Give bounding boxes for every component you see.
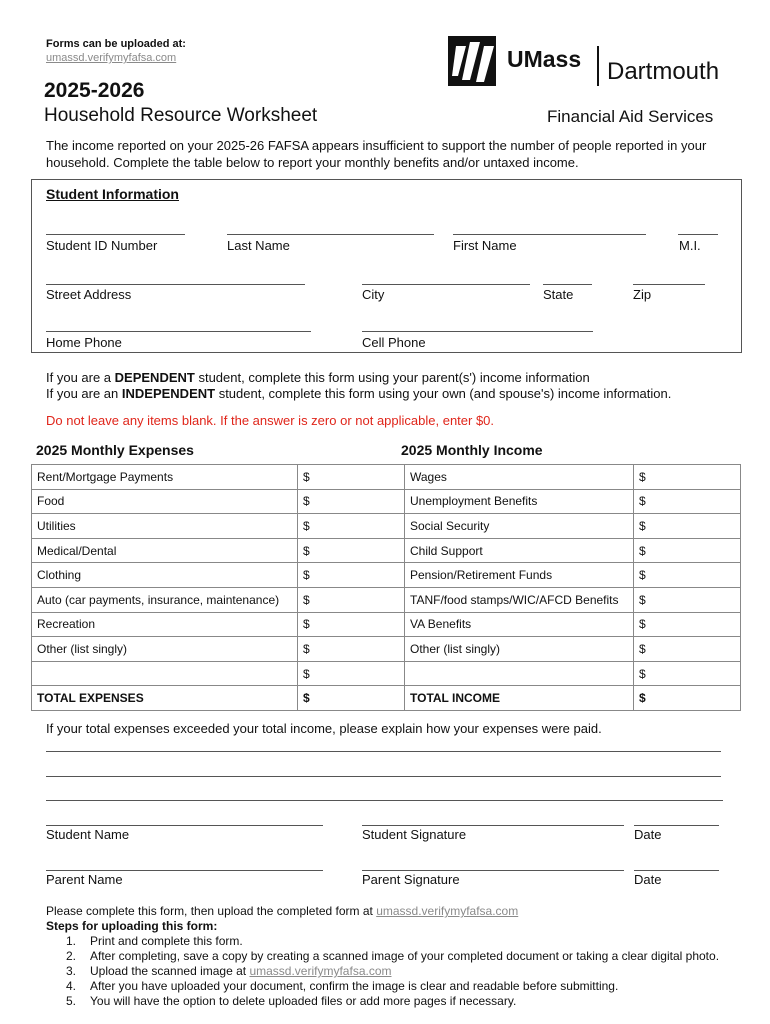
- home-phone-label: Home Phone: [46, 335, 122, 350]
- last-name-label: Last Name: [227, 238, 290, 253]
- city-line[interactable]: [362, 284, 530, 285]
- expense-label: Auto (car payments, insurance, maintenance): [32, 587, 298, 612]
- street-line[interactable]: [46, 284, 305, 285]
- explain-line-3[interactable]: [46, 800, 723, 801]
- explain-line-1[interactable]: [46, 751, 721, 752]
- expenses-heading: 2025 Monthly Expenses: [36, 442, 194, 458]
- table-row: [32, 489, 741, 514]
- student-id-line[interactable]: [46, 234, 185, 235]
- income-label: TOTAL INCOME: [405, 686, 634, 711]
- city-label: City: [362, 287, 385, 302]
- income-label: Child Support: [405, 538, 634, 563]
- step-item: [66, 979, 719, 994]
- student-name-label: Student Name: [46, 827, 130, 842]
- step-text: Upload the scanned image at: [90, 964, 250, 978]
- zip-label: Zip: [633, 287, 652, 302]
- income-amount-field[interactable]: $: [634, 514, 741, 539]
- form-title: Household Resource Worksheet: [44, 105, 318, 126]
- student-name-line[interactable]: [46, 825, 323, 826]
- expense-label: TOTAL EXPENSES: [32, 686, 298, 711]
- income-amount-field[interactable]: $: [634, 637, 741, 662]
- expense-amount-field[interactable]: $: [298, 686, 405, 711]
- umass-logo-icon: [448, 36, 496, 86]
- expense-label: Food: [32, 489, 298, 514]
- step-number: 2.: [66, 949, 77, 963]
- step-item: [66, 949, 719, 964]
- cell-phone-label: Cell Phone: [362, 335, 426, 350]
- income-label: Unemployment Benefits: [405, 489, 634, 514]
- complete-instruction: Please complete this form, then upload the completed form at umassd.verifymyfafsa.com: [46, 904, 519, 918]
- income-label: Wages: [405, 465, 634, 490]
- explain-line-2[interactable]: [46, 776, 721, 777]
- income-label: Pension/Retirement Funds: [405, 563, 634, 588]
- dependent-instruction: If you are a DEPENDENT student, complete this form using your parent(s') income information: [46, 370, 590, 385]
- expense-amount-field[interactable]: $: [298, 489, 405, 514]
- income-amount-field[interactable]: $: [634, 686, 741, 711]
- table-row: [32, 637, 741, 662]
- steps-heading: Steps for uploading this form:: [46, 919, 218, 933]
- expense-label: [32, 661, 298, 686]
- step-number: 1.: [66, 934, 77, 948]
- logo-campus: Dartmouth: [607, 58, 720, 85]
- state-label: State: [543, 287, 574, 302]
- income-amount-field[interactable]: $: [634, 661, 741, 686]
- step-number: 5.: [66, 994, 77, 1008]
- street-label: Street Address: [46, 287, 132, 302]
- department-name: Financial Aid Services: [547, 107, 714, 126]
- expense-label: Medical/Dental: [32, 538, 298, 563]
- form-year: 2025-2026: [44, 79, 145, 102]
- income-label: TANF/food stamps/WIC/AFCD Benefits: [405, 587, 634, 612]
- student-info-box: [31, 179, 742, 353]
- income-label: Social Security: [405, 514, 634, 539]
- income-amount-field[interactable]: $: [634, 563, 741, 588]
- parent-signature-line[interactable]: [362, 870, 624, 871]
- intro-text: The income reported on your 2025-26 FAFSA appears insufficient to support the number of people reported in your household. Complete the table below to report your monthly benefits and/or untaxed income.: [46, 138, 707, 170]
- expense-label: Utilities: [32, 514, 298, 539]
- income-label: [405, 661, 634, 686]
- expense-label: Recreation: [32, 612, 298, 637]
- last-name-line[interactable]: [227, 234, 434, 235]
- income-amount-field[interactable]: $: [634, 612, 741, 637]
- mi-label: M.I.: [679, 238, 701, 253]
- parent-name-line[interactable]: [46, 870, 323, 871]
- expense-label: Clothing: [32, 563, 298, 588]
- explain-prompt: If your total expenses exceeded your total income, please explain how your expenses were paid.: [46, 721, 602, 736]
- table-row: [32, 538, 741, 563]
- expense-amount-field[interactable]: $: [298, 538, 405, 563]
- warning-text: Do not leave any items blank. If the answer is zero or not applicable, enter $0.: [46, 413, 495, 428]
- income-amount-field[interactable]: $: [634, 538, 741, 563]
- expense-amount-field[interactable]: $: [298, 661, 405, 686]
- income-amount-field[interactable]: $: [634, 587, 741, 612]
- first-name-line[interactable]: [453, 234, 646, 235]
- student-signature-label: Student Signature: [362, 827, 467, 842]
- parent-name-label: Parent Name: [46, 872, 123, 887]
- step-text: Print and complete this form.: [90, 934, 243, 948]
- table-row: [32, 514, 741, 539]
- logo-brand: UMass: [507, 46, 582, 72]
- step-item: [66, 964, 719, 979]
- steps-list: [66, 934, 719, 1009]
- table-row: [32, 465, 741, 490]
- step-text: After completing, save a copy by creating a scanned image of your completed document or taking a clear digital photo.: [90, 949, 720, 963]
- income-label: Other (list singly): [405, 637, 634, 662]
- income-label: VA Benefits: [405, 612, 634, 637]
- expense-amount-field[interactable]: $: [298, 637, 405, 662]
- student-info-heading: Student Information: [46, 186, 179, 202]
- parent-signature-label: Parent Signature: [362, 872, 460, 887]
- expense-amount-field[interactable]: $: [298, 465, 405, 490]
- cell-phone-line[interactable]: [362, 331, 593, 332]
- expense-amount-field[interactable]: $: [298, 563, 405, 588]
- step-upload-link[interactable]: umassd.verifymyfafsa.com: [249, 964, 392, 978]
- table-row: [32, 587, 741, 612]
- table-row: [32, 686, 741, 711]
- step-number: 3.: [66, 964, 77, 978]
- income-amount-field[interactable]: $: [634, 465, 741, 490]
- table-row: [32, 612, 741, 637]
- income-heading: 2025 Monthly Income: [401, 442, 543, 458]
- mi-line[interactable]: [678, 234, 718, 235]
- parent-date-line[interactable]: [634, 870, 719, 871]
- home-phone-line[interactable]: [46, 331, 311, 332]
- expense-income-table: [31, 464, 741, 711]
- step-text: You will have the option to delete uploaded files or add more pages if necessary.: [90, 994, 517, 1008]
- student-id-label: Student ID Number: [46, 238, 158, 253]
- income-amount-field[interactable]: $: [634, 489, 741, 514]
- expense-label: Rent/Mortgage Payments: [32, 465, 298, 490]
- expense-amount-field[interactable]: $: [298, 587, 405, 612]
- expense-amount-field[interactable]: $: [298, 514, 405, 539]
- student-signature-line[interactable]: [362, 825, 624, 826]
- step-item: [66, 934, 719, 949]
- independent-instruction: If you are an INDEPENDENT student, complete this form using your own (and spouse's) income information.: [46, 386, 672, 401]
- logo-divider: [597, 46, 599, 86]
- student-date-line[interactable]: [634, 825, 719, 826]
- state-line[interactable]: [543, 284, 592, 285]
- table-row: [32, 661, 741, 686]
- step-number: 4.: [66, 979, 77, 993]
- expense-amount-field[interactable]: $: [298, 612, 405, 637]
- expense-label: Other (list singly): [32, 637, 298, 662]
- step-text: After you have uploaded your document, confirm the image is clear and readable before submitting.: [90, 979, 619, 993]
- step-item: [66, 994, 719, 1009]
- student-date-label: Date: [634, 827, 662, 842]
- parent-date-label: Date: [634, 872, 662, 887]
- zip-line[interactable]: [633, 284, 705, 285]
- table-row: [32, 563, 741, 588]
- first-name-label: First Name: [453, 238, 517, 253]
- footer-upload-link[interactable]: umassd.verifymyfafsa.com: [376, 904, 519, 918]
- upload-heading: Forms can be uploaded at:: [46, 38, 186, 50]
- upload-link[interactable]: umassd.verifymyfafsa.com: [46, 52, 177, 64]
